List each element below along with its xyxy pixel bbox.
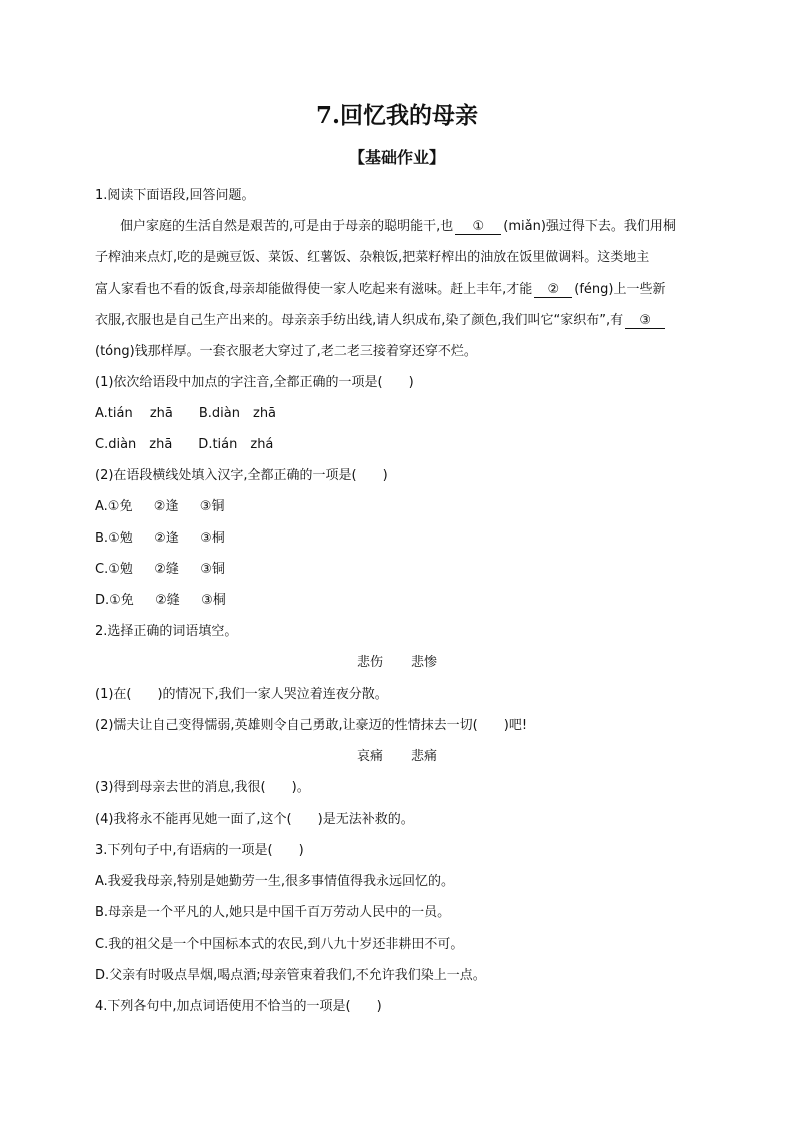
sub2-option-c: C.①勉 ②缝 ③铜 — [95, 562, 225, 577]
sub-question-1: (1)依次给语段中加点的字注音,全都正确的一项是( ) — [95, 375, 414, 390]
sub1-options-cd: C.diàn zhā D.tián zhá — [95, 437, 274, 452]
section-heading: 【基础作业】 — [348, 148, 445, 167]
passage-line-1: 佃户家庭的生活自然是艰苦的,可是由于母亲的聪明能干,也 ① (miǎn)强过得下去。我们用桐 — [120, 219, 676, 234]
q2-sentence-4: (4)我将永不能再见她一面了,这个( )是无法补救的。 — [95, 812, 414, 827]
question-3-stem: 3.下列句子中,有语病的一项是( ) — [95, 843, 304, 858]
question-1-stem: 1.阅读下面语段,回答问题。 — [95, 188, 255, 203]
question-2-stem: 2.选择正确的词语填空。 — [95, 624, 238, 639]
sub1-options-ab: A.tián zhā B.diàn zhā — [95, 406, 277, 421]
sub2-option-a: A.①免 ②逢 ③铜 — [95, 499, 225, 514]
sub2-option-b: B.①勉 ②逢 ③桐 — [95, 531, 225, 546]
blank-1: ① — [455, 219, 501, 235]
q2-sentence-2: (2)懦夫让自己变得懦弱,英雄则令自己勇敢,让豪迈的性情抹去一切( )吧! — [95, 718, 528, 733]
blank-3: ③ — [625, 313, 665, 329]
blank-2: ② — [534, 282, 572, 298]
q2-sentence-1: (1)在( )的情况下,我们一家人哭泣着连夜分散。 — [95, 687, 388, 702]
q3-option-d: D.父亲有时吸点旱烟,喝点酒;母亲管束着我们,不允许我们染上一点。 — [95, 968, 486, 983]
q3-option-a: A.我爱我母亲,特别是她勤劳一生,很多事情值得我永远回忆的。 — [95, 874, 455, 889]
q2-sentence-3: (3)得到母亲去世的消息,我很( )。 — [95, 780, 310, 795]
sub-question-2: (2)在语段横线处填入汉字,全都正确的一项是( ) — [95, 468, 388, 483]
word-choices-2: 哀痛 悲痛 — [356, 749, 438, 764]
q3-option-b: B.母亲是一个平凡的人,她只是中国千百万劳动人民中的一员。 — [95, 905, 451, 920]
passage-line-2: 子榨油来点灯,吃的是豌豆饭、菜饭、红薯饭、杂粮饭,把菜籽榨出的油放在饭里做调料。这类地主 — [95, 250, 650, 265]
sub2-option-d: D.①免 ②缝 ③桐 — [95, 593, 226, 608]
passage-line-4: 衣服,衣服也是自己生产出来的。母亲亲手纺出线,请人织成布,染了颜色,我们叫它“家织布”,有 ③ — [95, 312, 667, 330]
passage-line-5: (tóng)钱那样厚。一套衣服老大穿过了,老二老三接着穿还穿不烂。 — [95, 344, 477, 359]
word-choices-1: 悲伤 悲惨 — [356, 655, 438, 670]
page-title: 7.回忆我的母亲 — [315, 102, 478, 129]
q3-option-c: C.我的祖父是一个中国标本式的农民,到八九十岁还非耕田不可。 — [95, 937, 464, 952]
passage-line-3: 富人家看也不看的饭食,母亲却能做得使一家人吃起来有滋味。赶上丰年,才能 ② (féng)上一些新 — [95, 282, 666, 297]
question-4-stem: 4.下列各句中,加点词语使用不恰当的一项是( ) — [95, 999, 382, 1014]
